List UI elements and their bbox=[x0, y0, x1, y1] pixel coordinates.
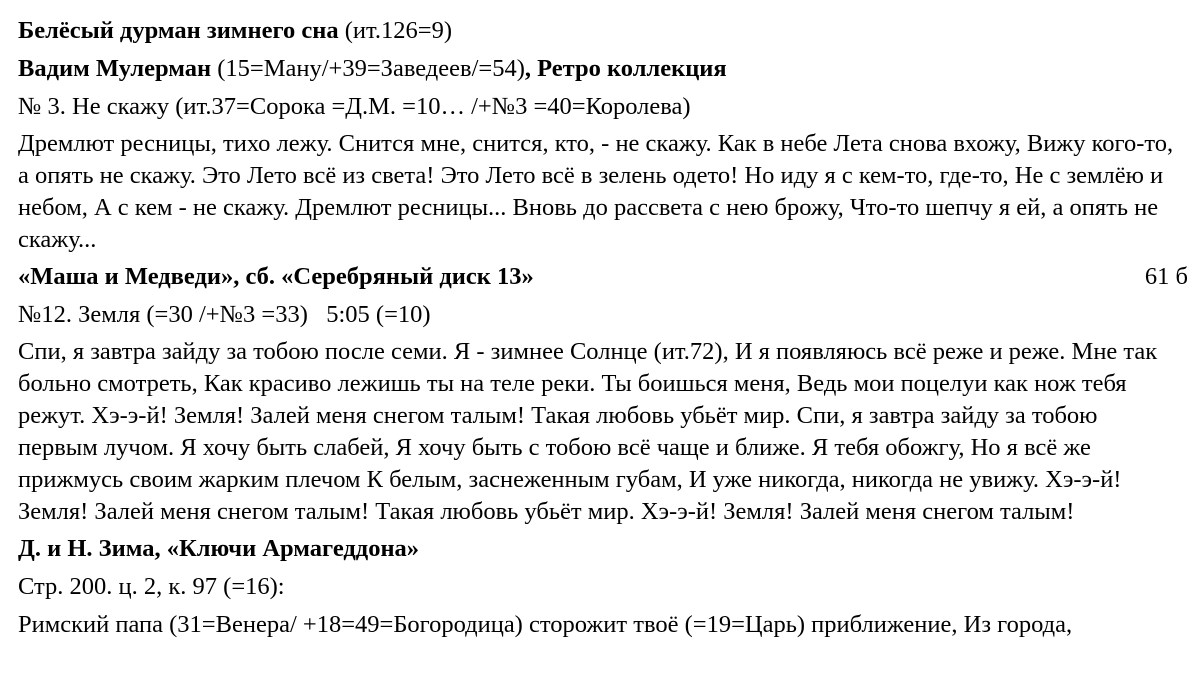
collection-name: , Ретро коллекция bbox=[524, 55, 727, 82]
track2-lyrics: Спи, я завтра зайду за тобою после семи. Я - зимнее Солнце (ит.72), И я появляюсь всё реже и реже. Мне так больно смотреть, Как красиво лежишь ты на теле реки. Ты боишься меня, Ведь мои поцелуи как нож тебя режут. Хэ-э-й! Земля! Залей меня снегом талым! Такая любовь убьёт мир. Спи, я завтра зайду за тобою первым лучом. Я хочу быть слабей, Я хочу быть с тобою всё чаще и ближе. Я тебя обожгу, Но я всё же прижмусь своим жарким плечом К белым, заснеженным губам, И уже никогда, никогда не увижу. Хэ-э-й! Земля! Залей меня снегом талым! Такая любовь убьёт мир. Хэ-э-й! Земля! Залей меня снегом талым! bbox=[18, 338, 1158, 525]
document-title bbox=[18, 14, 1188, 48]
section2-title: «Маша и Медведи», сб. «Серебряный диск 13» bbox=[18, 263, 534, 290]
ref-heading: Стр. 200. ц. 2, к. 97 (=16): bbox=[18, 573, 285, 600]
section3-title bbox=[18, 532, 1188, 566]
page-ref: 61 б bbox=[1144, 263, 1188, 290]
section3-title-text: Д. и Н. Зима, «Ключи Армагеддона» bbox=[18, 535, 420, 562]
track2-heading: №12. Земля (=30 /+№3 =33) 5:05 (=10) bbox=[18, 301, 431, 328]
section2-line bbox=[18, 260, 1188, 294]
title-number: (ит.126=9) bbox=[338, 17, 452, 44]
track1-lyrics: Дремлют ресницы, тихо лежу. Снится мне, снится, кто, - не скажу. Как в небе Лета снова вхожу, Вижу кого-то, а опять не скажу. Это Лето всё из света! Это Лето всё в зелень одето! Но иду я с кем-то, где-то, Не с землёю и небом, А с кем - не скажу. Дремлют ресницы... Вновь до рассвета с нею брожу, Что-то шепчу я ей, а опять не скажу... bbox=[18, 130, 1174, 253]
title-bold: Белёсый дурман зимнего сна bbox=[18, 17, 339, 44]
track1-heading: № 3. Не скажу (ит.37=Сорока =Д.М. =10… /+№3 =40=Королева) bbox=[18, 93, 691, 120]
artist-line bbox=[18, 52, 1188, 86]
artist-name: Вадим Мулерман bbox=[18, 55, 212, 82]
ref-text: Римский папа (31=Венера/ +18=49=Богородица) сторожит твоё (=19=Царь) приближение, Из города, bbox=[18, 611, 1073, 638]
artist-numbers: (15=Ману/+39=Заведеев/=54) bbox=[211, 55, 525, 82]
document-page bbox=[18, 14, 1188, 646]
